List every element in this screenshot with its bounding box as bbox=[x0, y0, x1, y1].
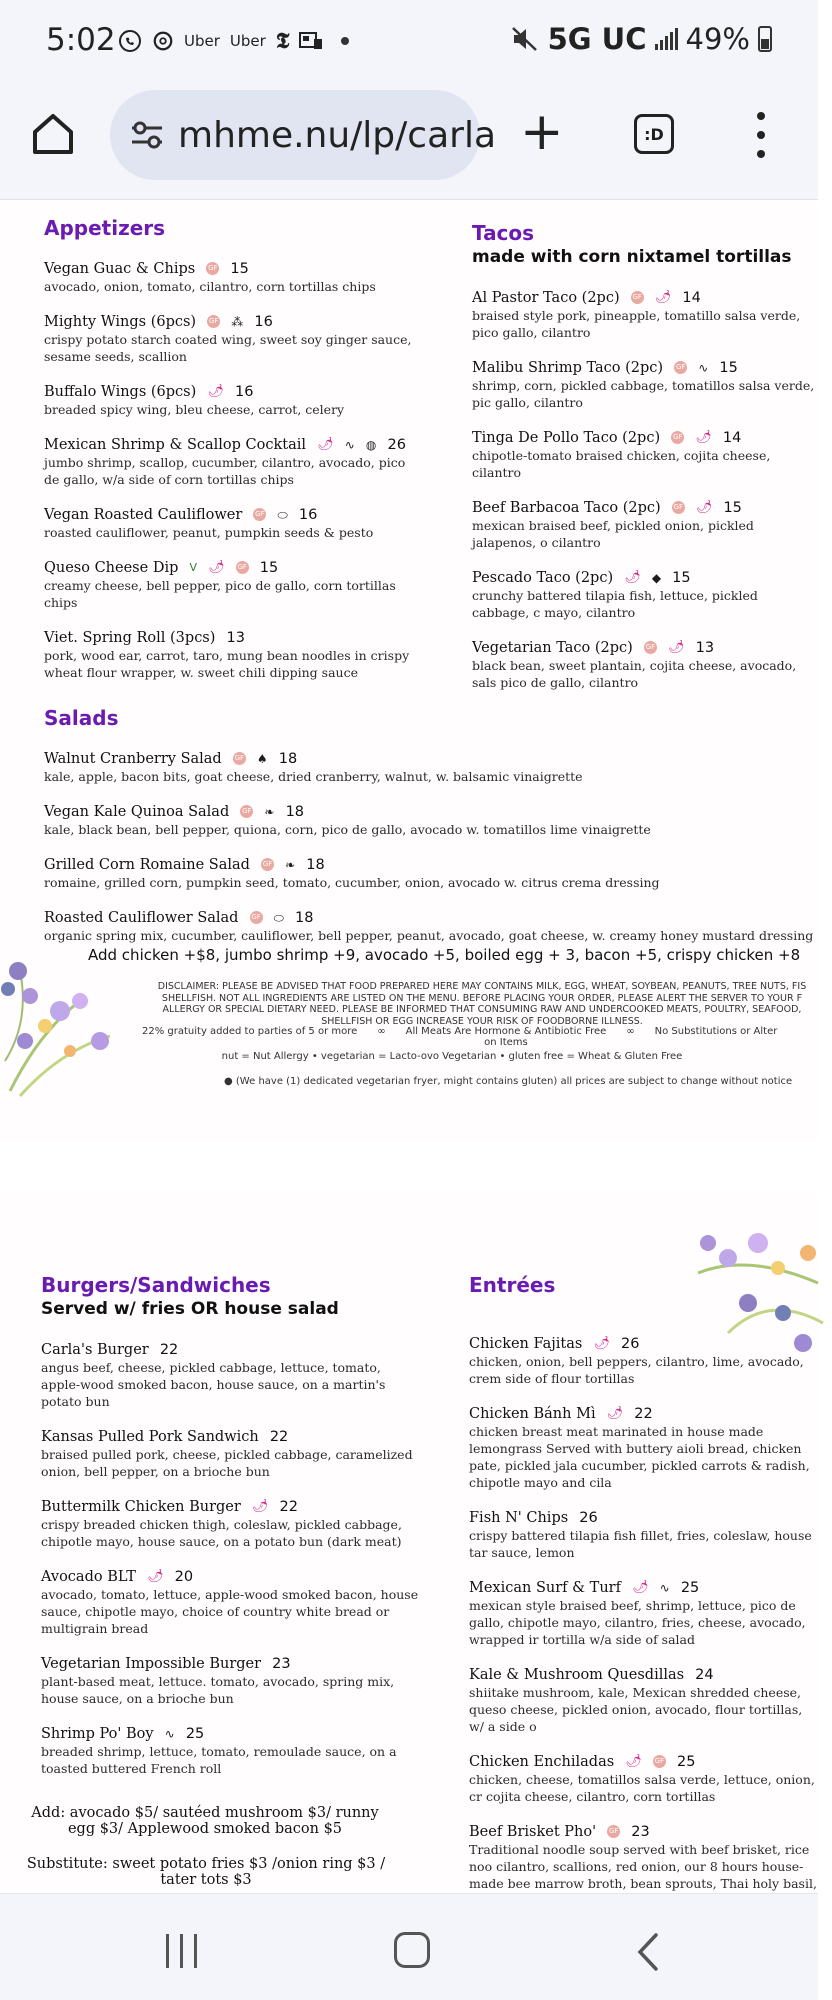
spicy-icon: 🌶 bbox=[654, 289, 672, 305]
item-desc: braised pulled pork, cheese, pickled cabbage, caramelized onion, bell pepper, on a brioche bun bbox=[41, 1447, 413, 1479]
item-price: 13 bbox=[695, 640, 715, 656]
menu-item bbox=[472, 567, 818, 621]
salads-title: Salads bbox=[44, 706, 119, 730]
item-desc: romaine, grilled corn, pumpkin seed, tomato, cucumber, onion, avocado w. citrus crema dressing bbox=[44, 875, 660, 890]
menu-item bbox=[44, 557, 424, 611]
item-name: Shrimp Po' Boy bbox=[41, 1726, 154, 1742]
shrimp-icon: ∿ bbox=[344, 437, 355, 452]
menu-item bbox=[44, 434, 424, 488]
menu-item bbox=[41, 1723, 421, 1777]
gluten-free-icon: GF bbox=[644, 641, 657, 654]
menu-item bbox=[41, 1426, 421, 1480]
menu-item bbox=[472, 497, 818, 551]
item-desc: organic spring mix, cucumber, cauliflower, bell pepper, peanut, avocado, goat cheese, w. creamy honey mustard dressing bbox=[44, 928, 814, 943]
burger-substitutes: Substitute: sweet potato fries $3 /onion ring $3 / tater tots $3 bbox=[26, 1856, 386, 1888]
item-price: 16 bbox=[254, 314, 273, 330]
menu-item bbox=[469, 1664, 818, 1735]
gluten-free-icon: GF bbox=[674, 361, 687, 374]
gluten-free-icon: GF bbox=[240, 805, 253, 818]
network-type: 5G UC bbox=[547, 22, 647, 56]
item-name: Kale & Mushroom Quesdillas bbox=[469, 1667, 685, 1683]
meats-note-text: All Meats Are Hormone & Antibiotic Free bbox=[405, 1026, 607, 1037]
item-name: Fish N' Chips bbox=[469, 1510, 569, 1526]
items-note-text: on Items bbox=[484, 1037, 528, 1048]
item-price: 16 bbox=[234, 384, 254, 400]
menu-item bbox=[41, 1496, 421, 1550]
item-price: 15 bbox=[719, 360, 738, 376]
more-notifications-dot bbox=[341, 37, 349, 45]
item-name: Beef Barbacoa Taco (2pc) bbox=[472, 500, 661, 516]
item-price: 22 bbox=[279, 1499, 298, 1515]
item-price: 22 bbox=[159, 1342, 179, 1358]
item-desc: black bean, sweet plantain, cojita cheese, avocado, sals pico de gallo, cilantro bbox=[472, 658, 797, 690]
dietary-legend: nut = Nut Allergy • vegetarian = Lacto-ovo Vegetarian • gluten free = Wheat & Gluten Free bbox=[221, 1051, 683, 1062]
item-desc: braised style pork, pineapple, tomatillo salsa verde, pico gallo, cilantro bbox=[472, 308, 801, 340]
menu-item bbox=[44, 854, 824, 891]
spicy-icon: 🌶 bbox=[695, 499, 713, 515]
recent-apps-button[interactable] bbox=[166, 1934, 197, 1968]
gluten-free-icon: GF bbox=[206, 262, 219, 275]
menu-item bbox=[41, 1653, 421, 1707]
item-desc: crispy potato starch coated wing, sweet soy ginger sauce, sesame seeds, scallion bbox=[44, 332, 412, 364]
item-price: 25 bbox=[185, 1726, 205, 1742]
menu-item bbox=[44, 627, 424, 681]
item-desc: angus beef, cheese, pickled cabbage, lettuce, tomato, apple-wood smoked bacon, house sauce, on a martin's potato bun bbox=[41, 1360, 386, 1409]
separator-icon: ∞ bbox=[377, 1026, 386, 1037]
notif-uber-1: Uber bbox=[184, 32, 220, 50]
item-desc: chipotle-tomato braised chicken, cojita cheese, cilantro bbox=[472, 448, 771, 480]
spicy-icon: 🌶 bbox=[695, 429, 712, 445]
item-name: Kansas Pulled Pork Sandwich bbox=[41, 1429, 259, 1445]
item-name: Walnut Cranberry Salad bbox=[44, 751, 222, 767]
gluten-free-icon: GF bbox=[607, 1825, 620, 1838]
menu-item bbox=[44, 258, 424, 295]
item-price: 15 bbox=[230, 261, 249, 277]
entrees-title: Entrées bbox=[469, 1273, 556, 1297]
item-desc: plant-based meat, lettuce. tomato, avocado, spring mix, house sauce, on a brioche bun bbox=[41, 1674, 395, 1706]
gluten-free-icon: GF bbox=[250, 911, 263, 924]
back-button[interactable] bbox=[628, 1932, 668, 1972]
gluten-free-icon: GF bbox=[236, 561, 249, 574]
gluten-free-icon: GF bbox=[671, 431, 684, 444]
item-desc: chicken, onion, bell peppers, cilantro, lime, avocado, crem side of flour tortillas bbox=[469, 1354, 804, 1386]
item-desc: mexican style braised beef, shrimp, lettuce, pico de gallo, chipotle mayo, cilantro, fries, cheese, avocado, wrapped ir tortilla w/a side of salad bbox=[469, 1598, 806, 1647]
burger-addons: Add: avocado $5/ sautéed mushroom $3/ runny egg $3/ Applewood smoked bacon $5 bbox=[31, 1805, 379, 1837]
fryer-note: ● (We have (1) dedicated vegetarian fryer, might contains gluten) all prices are subject to change without notice bbox=[224, 1076, 793, 1087]
substitution-note: No Substitutions or Alter bbox=[654, 1026, 778, 1037]
item-price: 20 bbox=[174, 1569, 194, 1585]
overflow-menu-icon[interactable] bbox=[756, 112, 766, 158]
item-name: Malibu Shrimp Taco (2pc) bbox=[472, 360, 664, 376]
tacos-section bbox=[472, 221, 818, 691]
item-price: 25 bbox=[680, 1580, 700, 1596]
item-price: 15 bbox=[672, 570, 691, 586]
flower-decoration bbox=[0, 941, 130, 1101]
tab-switcher-icon[interactable]: :D bbox=[634, 114, 674, 154]
gluten-free-icon: GF bbox=[653, 1755, 666, 1768]
item-desc: breaded spicy wing, bleu cheese, carrot, celery bbox=[44, 402, 345, 417]
item-price: 23 bbox=[631, 1824, 650, 1840]
item-name: Chicken Enchiladas bbox=[469, 1754, 615, 1770]
menu-item bbox=[472, 637, 818, 691]
item-desc: avocado, onion, tomato, cilantro, corn tortillas chips bbox=[44, 279, 376, 294]
item-price: 25 bbox=[676, 1754, 696, 1770]
menu-page-1 bbox=[0, 201, 818, 1141]
item-price: 18 bbox=[278, 751, 298, 767]
peanut-icon: ⬭ bbox=[277, 507, 288, 522]
spicy-icon: 🌶 bbox=[147, 1568, 164, 1584]
notification-icons bbox=[118, 28, 349, 54]
tacos-subtitle: made with corn nixtamel tortillas bbox=[472, 247, 792, 267]
burgers-section bbox=[41, 1273, 421, 1777]
item-price: 14 bbox=[722, 430, 742, 446]
item-desc: avocado, tomato, lettuce, apple-wood smoked bacon, house sauce, chipotle mayo, choice of country white bread or multigrain bread bbox=[41, 1587, 419, 1636]
site-settings-icon[interactable] bbox=[130, 120, 164, 150]
gratuity-note: 22% gratuity added to parties of 5 or more bbox=[142, 1026, 358, 1037]
item-desc: shrimp, corn, pickled cabbage, tomatillos salsa verde, pic gallo, cilantro bbox=[472, 378, 815, 410]
vegetarian-icon: V bbox=[189, 560, 197, 574]
web-content[interactable] bbox=[0, 201, 818, 1893]
entrees-section bbox=[469, 1273, 818, 1909]
gluten-free-icon: GF bbox=[672, 501, 685, 514]
appetizers-title: Appetizers bbox=[44, 216, 166, 240]
item-price: 13 bbox=[226, 630, 245, 646]
spicy-icon: 🌶 bbox=[208, 559, 225, 575]
spicy-icon: 🌶 bbox=[251, 1498, 269, 1514]
vegan-leaf-icon: ❧ bbox=[285, 857, 296, 872]
item-name: Mighty Wings (6pcs) bbox=[44, 314, 197, 330]
item-price: 18 bbox=[306, 857, 325, 873]
spicy-icon: 🌶 bbox=[207, 383, 224, 399]
menu-item bbox=[41, 1566, 421, 1637]
threads-icon bbox=[152, 30, 174, 52]
item-price: 22 bbox=[634, 1406, 653, 1422]
separator-icon: ∞ bbox=[626, 1026, 635, 1037]
menu-item bbox=[44, 381, 424, 418]
item-price: 15 bbox=[723, 500, 742, 516]
nyt-icon: 𝕿 bbox=[275, 28, 290, 54]
spicy-icon: 🌶 bbox=[632, 1579, 649, 1595]
addons-line: Add chicken +$8, jumbo shrimp +9, avocado +5, boiled egg + 3, bacon +5, crispy chicken +8 bbox=[88, 946, 801, 964]
status-bar bbox=[0, 0, 818, 88]
item-name: Roasted Cauliflower Salad bbox=[44, 910, 239, 926]
item-name: Carla's Burger bbox=[41, 1342, 149, 1358]
menu-item bbox=[469, 1751, 818, 1805]
spicy-icon: 🌶 bbox=[625, 1753, 642, 1769]
item-name: Vegan Kale Quinoa Salad bbox=[44, 804, 230, 820]
menu-item bbox=[44, 504, 424, 541]
spicy-icon: 🌶 bbox=[668, 639, 685, 655]
spicy-icon: 🌶 bbox=[317, 436, 334, 452]
item-desc: jumbo shrimp, scallop, cucumber, cilantro, avocado, pico de gallo, w/a side of corn tortillas chips bbox=[44, 455, 406, 487]
sesame-icon: ⁂ bbox=[231, 314, 244, 329]
item-price: 26 bbox=[579, 1510, 598, 1526]
item-desc: chicken breast meat marinated in house made lemongrass Served with buttery aioli bread, chicken pate, pickled jala cucumber, pickled carrots & radish, chipotle mayo and cila bbox=[469, 1424, 810, 1490]
salads-section bbox=[44, 706, 824, 944]
url-bar[interactable] bbox=[110, 90, 497, 180]
item-desc: shiitake mushroom, kale, Mexican shredded cheese, queso cheese, pickled onion, avocado, flour tortillas, w/ a side o bbox=[469, 1685, 803, 1734]
menu-item bbox=[472, 357, 818, 411]
item-desc: crunchy battered tilapia fish, lettuce, pickled cabbage, c mayo, cilantro bbox=[472, 588, 758, 620]
gluten-free-icon: GF bbox=[233, 752, 246, 765]
item-price: 15 bbox=[259, 560, 279, 576]
item-name: Vegan Guac & Chips bbox=[44, 261, 196, 277]
item-name: Al Pastor Taco (2pc) bbox=[472, 290, 620, 306]
menu-page-2 bbox=[0, 1193, 818, 1893]
item-price: 18 bbox=[285, 804, 305, 820]
item-name: Buttermilk Chicken Burger bbox=[41, 1499, 241, 1515]
home-icon[interactable] bbox=[30, 110, 76, 156]
mute-icon bbox=[510, 25, 540, 53]
vegan-leaf-icon: ❧ bbox=[264, 804, 275, 819]
item-price: 16 bbox=[298, 507, 318, 523]
item-name: Vegan Roasted Cauliflower bbox=[44, 507, 243, 523]
policy-notes bbox=[142, 1026, 832, 1048]
menu-item bbox=[469, 1403, 818, 1491]
menu-item bbox=[41, 1339, 421, 1410]
menu-item bbox=[472, 427, 818, 481]
burgers-title: Burgers/Sandwiches bbox=[41, 1273, 271, 1297]
item-name: Chicken Fajitas bbox=[469, 1336, 583, 1352]
item-desc: pork, wood ear, carrot, taro, mung bean noodles in crispy wheat flour wrapper, w. sweet chili dipping sauce bbox=[44, 648, 410, 680]
item-name: Viet. Spring Roll (3pcs) bbox=[44, 630, 216, 646]
home-button[interactable] bbox=[394, 1932, 430, 1968]
menu-item bbox=[469, 1507, 818, 1561]
notif-uber-2: Uber bbox=[229, 32, 266, 50]
item-name: Vegetarian Impossible Burger bbox=[41, 1656, 262, 1672]
appetizers-section bbox=[44, 216, 424, 681]
item-desc: crispy breaded chicken thigh, coleslaw, pickled cabbage, chipotle mayo, house sauce, on a potato bun (dark meat) bbox=[41, 1517, 402, 1549]
menu-item bbox=[44, 748, 824, 785]
burgers-subtitle: Served w/ fries OR house salad bbox=[41, 1299, 339, 1319]
item-price: 14 bbox=[682, 290, 701, 306]
gluten-free-icon: GF bbox=[207, 315, 220, 328]
item-desc: crispy battered tilapia fish fillet, fries, coleslaw, house tar sauce, lemon bbox=[469, 1528, 812, 1560]
fish-icon: ◆ bbox=[651, 570, 662, 585]
tacos-title: Tacos bbox=[472, 221, 535, 245]
meats-note bbox=[406, 1026, 607, 1048]
item-desc: chicken, cheese, tomatillos salsa verde, lettuce, onion, cr cojita cheese, cilantro, corn tortillas bbox=[469, 1772, 815, 1804]
menu-item bbox=[469, 1577, 818, 1648]
shrimp-icon: ∿ bbox=[659, 1580, 670, 1595]
item-name: Buffalo Wings (6pcs) bbox=[44, 384, 197, 400]
spicy-icon: 🌶 bbox=[606, 1405, 624, 1421]
item-name: Tinga De Pollo Taco (2pc) bbox=[472, 430, 661, 446]
item-desc: Traditional noodle soup served with beef brisket, rice noo cilantro, scallions, red onion, our 8 hours house-made bee marrow broth, bean sprouts, Thai holy basil, bbox=[469, 1842, 817, 1891]
item-desc: kale, apple, bacon bits, goat cheese, dried cranberry, walnut, w. balsamic vinaigrette bbox=[44, 769, 583, 784]
spicy-icon: 🌶 bbox=[593, 1335, 610, 1351]
battery-percent: 49% bbox=[685, 22, 750, 56]
item-desc: breaded shrimp, lettuce, tomato, remoulade sauce, on a toasted buttered French roll bbox=[41, 1744, 397, 1776]
item-name: Mexican Shrimp & Scallop Cocktail bbox=[44, 437, 307, 453]
menu-item bbox=[472, 287, 818, 341]
shrimp-icon: ∿ bbox=[164, 1726, 175, 1741]
signal-icon bbox=[655, 28, 678, 50]
system-nav-bar bbox=[0, 1893, 818, 2000]
whatsapp-icon bbox=[118, 29, 142, 53]
item-price: 26 bbox=[387, 437, 406, 453]
item-name: Avocado BLT bbox=[41, 1569, 136, 1585]
battery-icon bbox=[758, 26, 772, 52]
item-desc: roasted cauliflower, peanut, pumpkin seeds & pesto bbox=[44, 525, 374, 540]
item-name: Queso Cheese Dip bbox=[44, 560, 179, 576]
menu-item bbox=[469, 1333, 818, 1387]
item-name: Pescado Taco (2pc) bbox=[472, 570, 614, 586]
gluten-free-icon: GF bbox=[261, 858, 274, 871]
item-name: Mexican Surf & Turf bbox=[469, 1580, 621, 1596]
menu-item bbox=[44, 907, 824, 944]
item-name: Beef Brisket Pho' bbox=[469, 1824, 597, 1840]
item-price: 24 bbox=[695, 1667, 714, 1683]
new-tab-icon[interactable]: + bbox=[520, 102, 564, 162]
allergy-disclaimer: DISCLAIMER: PLEASE BE ADVISED THAT FOOD PREPARED HERE MAY CONTAINS MILK, EGG, WHEAT, SOYBEAN, PEANUTS, TREE NUTS, FIS SHELLFISH. NOT ALL INGREDIENTS ARE LISTED ON THE MENU. BEFORE PLACING YOUR ORDER, PLEASE ALERT THE SERVER TO YOUR F ALLERGY OR SPECIAL DIETARY NEED. PLEASE BE INFORMED THAT CONSUMING RAW AND UNDERCOOKED MEATS, POULTRY, SEAFOOD, SHELLFISH OR EGG INCREASE YOUR RISK OF FOODBORNE ILLNESS. bbox=[157, 981, 807, 1027]
news-icon bbox=[299, 31, 323, 51]
gluten-free-icon: GF bbox=[253, 508, 266, 521]
status-right bbox=[510, 22, 772, 56]
item-name: Chicken Bánh Mì bbox=[469, 1406, 596, 1422]
peanut-icon: ⬭ bbox=[273, 910, 284, 925]
item-desc: kale, black bean, bell pepper, quiona, corn, pico de gallo, avocado w. tomatillos lime vinaigrette bbox=[44, 822, 651, 837]
item-desc: mexican braised beef, pickled onion, pickled jalapenos, o cilantro bbox=[472, 518, 754, 550]
item-price: 22 bbox=[269, 1429, 289, 1445]
item-price: 18 bbox=[295, 910, 314, 926]
nut-icon: ♠ bbox=[256, 751, 268, 766]
item-name: Grilled Corn Romaine Salad bbox=[44, 857, 250, 873]
item-desc: creamy cheese, bell pepper, pico de gallo, corn tortillas chips bbox=[44, 578, 396, 610]
url-text[interactable]: mhme.nu/lp/carla bbox=[178, 114, 497, 156]
spicy-icon: 🌶 bbox=[624, 569, 641, 585]
shrimp-icon: ∿ bbox=[698, 360, 709, 375]
shellfish-icon: ◍ bbox=[365, 437, 377, 452]
item-price: 23 bbox=[272, 1656, 291, 1672]
status-time: 5:02 bbox=[46, 22, 116, 58]
item-name: Vegetarian Taco (2pc) bbox=[472, 640, 633, 656]
browser-toolbar bbox=[0, 88, 818, 200]
menu-item bbox=[44, 801, 824, 838]
menu-item bbox=[44, 311, 424, 365]
item-price: 26 bbox=[620, 1336, 640, 1352]
gluten-free-icon: GF bbox=[631, 291, 644, 304]
page-gap bbox=[0, 1141, 818, 1193]
